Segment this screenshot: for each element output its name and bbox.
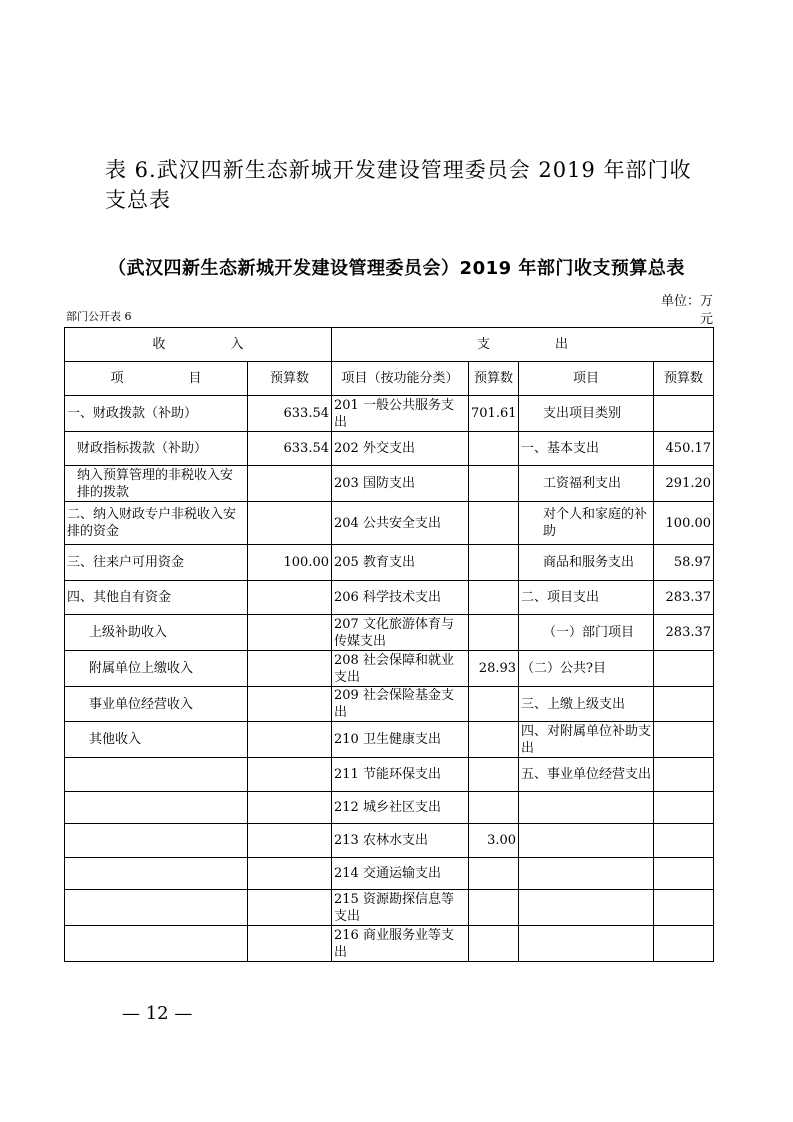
table-row	[65, 432, 714, 466]
function-budget-cell	[469, 758, 519, 792]
function-budget-cell	[469, 615, 519, 651]
income-budget-cell	[248, 824, 332, 858]
function-item-cell: 214 交通运输支出	[332, 858, 469, 890]
income-budget-cell: 100.00	[248, 545, 332, 581]
table-header-row	[65, 328, 714, 362]
income-budget-cell	[248, 792, 332, 824]
function-budget-cell	[469, 926, 519, 962]
category-item-cell	[519, 890, 654, 926]
table-row	[65, 396, 714, 432]
function-item-cell: 207 文化旅游体育与传媒支出	[332, 615, 469, 651]
function-budget-cell	[469, 466, 519, 502]
category-budget-cell	[654, 687, 714, 722]
function-item-cell: 205 教育支出	[332, 545, 469, 581]
category-budget-cell	[654, 890, 714, 926]
income-item-cell: 事业单位经营收入	[65, 687, 248, 722]
category-budget-cell	[654, 758, 714, 792]
function-budget-cell: 701.61	[469, 396, 519, 432]
unit-label-cont: 元	[699, 312, 713, 327]
function-item-cell: 201 一般公共服务支出	[332, 396, 469, 432]
category-item-cell: 对个人和家庭的补助	[519, 502, 654, 545]
function-item-cell: 210 卫生健康支出	[332, 722, 469, 758]
table-title: （武汉四新生态新城开发建设管理委员会）2019 年部门收支预算总表	[108, 258, 685, 279]
category-item-cell: 二、项目支出	[519, 581, 654, 615]
category-budget-cell	[654, 858, 714, 890]
category-budget-cell: 450.17	[654, 432, 714, 466]
income-item-cell: 四、其他自有资金	[65, 581, 248, 615]
category-item-cell: 工资福利支出	[519, 466, 654, 502]
function-budget-cell	[469, 502, 519, 545]
function-budget-cell	[469, 581, 519, 615]
table-row	[65, 722, 714, 758]
income-budget-cell	[248, 926, 332, 962]
function-budget-cell	[469, 792, 519, 824]
income-item-cell	[65, 758, 248, 792]
category-budget-cell	[654, 926, 714, 962]
income-header: 收 入	[65, 328, 332, 362]
income-budget-cell	[248, 615, 332, 651]
income-item-cell	[65, 792, 248, 824]
table-subheader-row	[65, 362, 714, 396]
function-item-cell: 215 资源勘探信息等支出	[332, 890, 469, 926]
function-item-cell: 213 农林水支出	[332, 824, 469, 858]
function-item-header: 项目（按功能分类）	[332, 362, 469, 396]
table-row	[65, 687, 714, 722]
income-item-cell: 纳入预算管理的非税收入安排的拨款	[65, 466, 248, 502]
income-budget-header: 预算数	[248, 362, 332, 396]
expense-header: 支 出	[332, 328, 714, 362]
category-budget-cell: 58.97	[654, 545, 714, 581]
category-item-cell: （二）公共?目	[519, 651, 654, 687]
function-budget-cell	[469, 687, 519, 722]
income-item-cell: 上级补助收入	[65, 615, 248, 651]
table-row	[65, 890, 714, 926]
function-budget-cell	[469, 432, 519, 466]
income-budget-cell: 633.54	[248, 396, 332, 432]
income-budget-cell	[248, 687, 332, 722]
category-budget-cell	[654, 824, 714, 858]
function-item-cell: 203 国防支出	[332, 466, 469, 502]
income-item-cell: 三、往来户可用资金	[65, 545, 248, 581]
function-item-cell: 212 城乡社区支出	[332, 792, 469, 824]
category-budget-header: 预算数	[654, 362, 714, 396]
category-item-cell: 四、对附属单位补助支出	[519, 722, 654, 758]
category-budget-cell: 283.37	[654, 615, 714, 651]
category-budget-cell	[654, 396, 714, 432]
income-budget-cell	[248, 651, 332, 687]
category-item-cell	[519, 926, 654, 962]
income-item-cell: 二、纳入财政专户非税收入安排的资金	[65, 502, 248, 545]
income-item-cell	[65, 858, 248, 890]
income-budget-cell	[248, 581, 332, 615]
income-item-cell: 财政指标拨款（补助）	[65, 432, 248, 466]
category-item-cell: （一）部门项目	[519, 615, 654, 651]
table-row	[65, 581, 714, 615]
income-item-cell: 一、财政拨款（补助）	[65, 396, 248, 432]
category-item-cell: 三、上缴上级支出	[519, 687, 654, 722]
category-item-header: 项目	[519, 362, 654, 396]
table-row	[65, 824, 714, 858]
function-budget-header: 预算数	[469, 362, 519, 396]
category-item-cell: 五、事业单位经营支出	[519, 758, 654, 792]
category-item-cell: 商品和服务支出	[519, 545, 654, 581]
category-item-cell	[519, 858, 654, 890]
income-budget-cell	[248, 722, 332, 758]
function-budget-cell	[469, 545, 519, 581]
table-row	[65, 466, 714, 502]
table-row	[65, 792, 714, 824]
unit-label: 单位：万	[660, 294, 713, 309]
income-item-cell	[65, 890, 248, 926]
income-item-cell	[65, 824, 248, 858]
document-heading: 表 6.武汉四新生态新城开发建设管理委员会 2019 年部门收支总表	[105, 158, 692, 212]
income-item-header: 项 目	[65, 362, 248, 396]
form-number: 部门公开表 6	[66, 310, 132, 323]
function-item-cell: 202 外交支出	[332, 432, 469, 466]
table-row	[65, 651, 714, 687]
table-row	[65, 615, 714, 651]
function-budget-cell: 28.93	[469, 651, 519, 687]
function-item-cell: 209 社会保险基金支出	[332, 687, 469, 722]
category-budget-cell: 291.20	[654, 466, 714, 502]
income-budget-cell	[248, 758, 332, 792]
category-budget-cell	[654, 651, 714, 687]
income-budget-cell: 633.54	[248, 432, 332, 466]
page-number: — 12 —	[122, 1003, 193, 1024]
income-budget-cell	[248, 466, 332, 502]
category-budget-cell: 283.37	[654, 581, 714, 615]
category-budget-cell	[654, 722, 714, 758]
category-budget-cell: 100.00	[654, 502, 714, 545]
table-row	[65, 858, 714, 890]
category-budget-cell	[654, 792, 714, 824]
function-budget-cell: 3.00	[469, 824, 519, 858]
table-row	[65, 926, 714, 962]
income-budget-cell	[248, 890, 332, 926]
category-item-cell	[519, 824, 654, 858]
income-budget-cell	[248, 858, 332, 890]
table-row	[65, 545, 714, 581]
category-item-cell: 支出项目类别	[519, 396, 654, 432]
function-budget-cell	[469, 722, 519, 758]
budget-table	[64, 327, 714, 962]
income-item-cell	[65, 926, 248, 962]
function-item-cell: 208 社会保障和就业支出	[332, 651, 469, 687]
income-budget-cell	[248, 502, 332, 545]
function-item-cell: 204 公共安全支出	[332, 502, 469, 545]
income-item-cell: 附属单位上缴收入	[65, 651, 248, 687]
function-item-cell: 211 节能环保支出	[332, 758, 469, 792]
function-budget-cell	[469, 890, 519, 926]
income-item-cell: 其他收入	[65, 722, 248, 758]
function-item-cell: 216 商业服务业等支出	[332, 926, 469, 962]
table-row	[65, 758, 714, 792]
function-item-cell: 206 科学技术支出	[332, 581, 469, 615]
category-item-cell	[519, 792, 654, 824]
table-row	[65, 502, 714, 545]
category-item-cell: 一、基本支出	[519, 432, 654, 466]
function-budget-cell	[469, 858, 519, 890]
